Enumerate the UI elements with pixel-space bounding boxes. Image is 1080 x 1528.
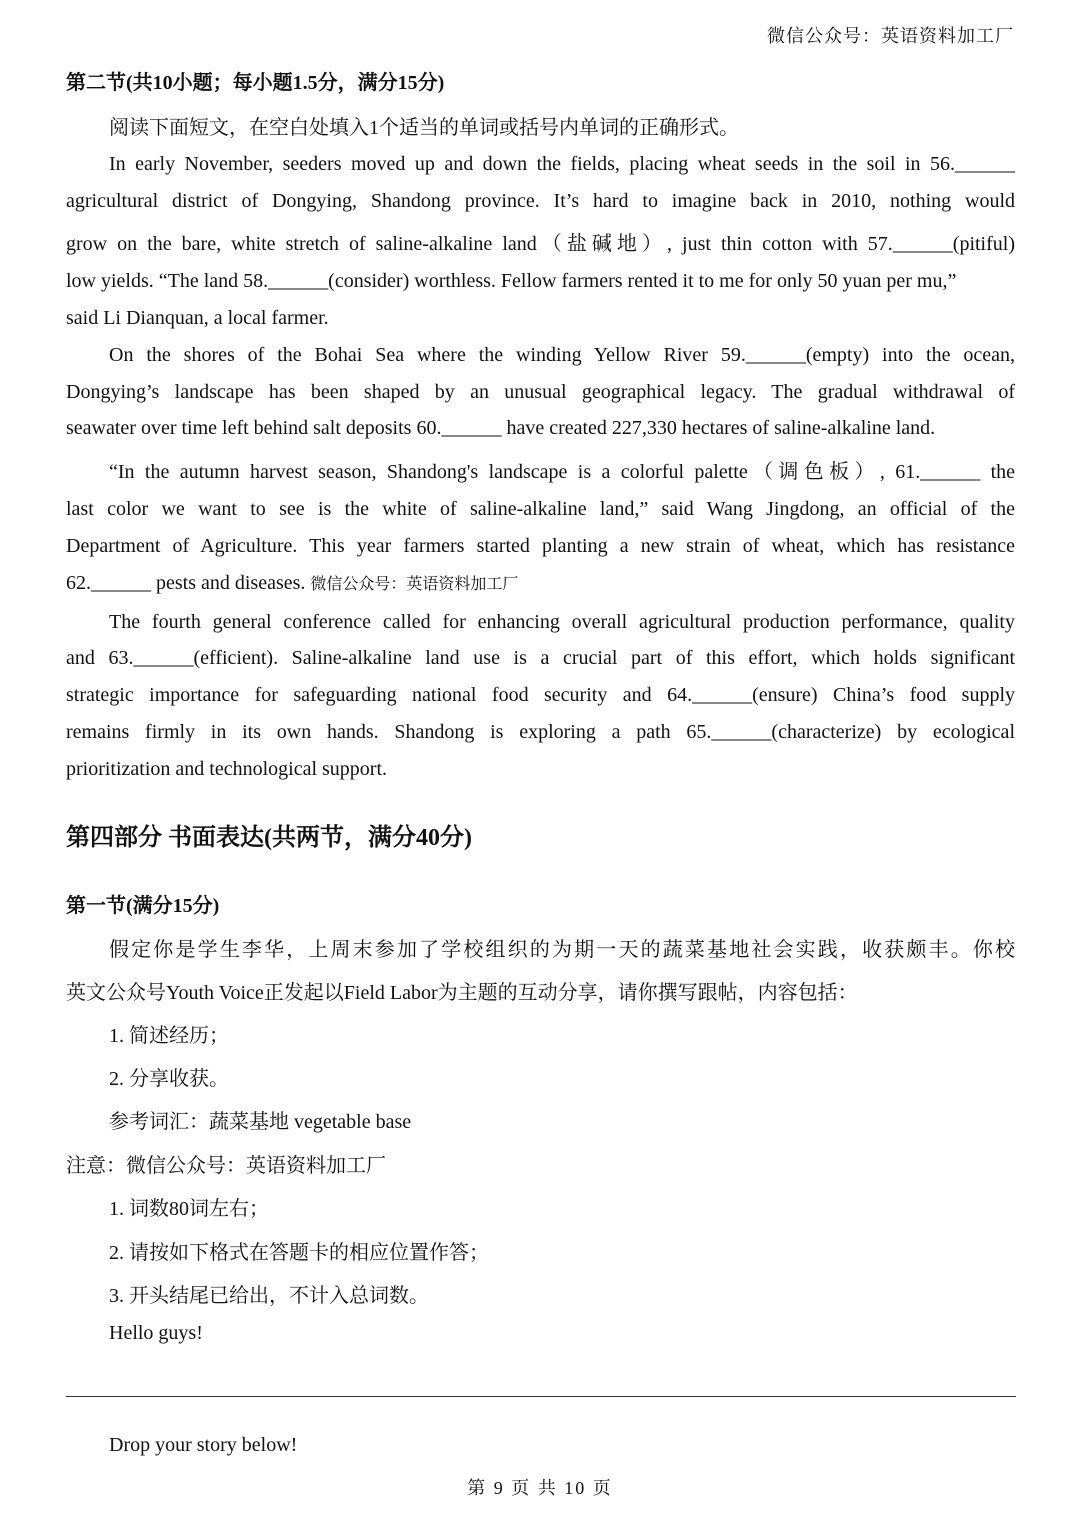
note-item: 3. 开头结尾已给出，不计入总词数。: [109, 1285, 429, 1307]
content-point: 2. 分享收获。: [109, 1068, 229, 1090]
passage-line: strategic importance for safeguarding national food security and 64.______(ensure) China’s food supply: [66, 684, 1015, 706]
passage-line: In early November, seeders moved up and down the fields, placing wheat seeds in the soil in 56.______: [109, 153, 1015, 175]
passage-line: low yields. “The land 58.______(consider) worthless. Fellow farmers rented it to me for only 50 yuan per mu,”: [66, 270, 957, 292]
note-label: 注意：微信公众号：英语资料加工厂: [66, 1155, 386, 1177]
header-watermark: 微信公众号：英语资料加工厂: [767, 26, 1014, 46]
section2-instruction: 阅读下面短文，在空白处填入1个适当的单词或括号内单词的正确形式。: [109, 117, 739, 139]
passage-line: seawater over time left behind salt deposits 60.______ have created 227,330 hectares of saline-alkaline land.: [66, 417, 936, 439]
passage-line: On the shores of the Bohai Sea where the winding Yellow River 59.______(empty) into the ocean,: [109, 344, 1015, 366]
page-number: 第 9 页 共 10 页: [467, 1478, 613, 1498]
passage-line: Department of Agriculture. This year farmers started planting a new strain of wheat, which has resistance: [66, 535, 1015, 557]
passage-line: Dongying’s landscape has been shaped by an unusual geographical legacy. The gradual withdrawal of: [66, 381, 1015, 403]
passage-line: agricultural district of Dongying, Shandong province. It’s hard to imagine back in 2010, nothing would: [66, 190, 1015, 212]
answer-line: [66, 1396, 1016, 1397]
passage-line-with-watermark: [66, 571, 518, 595]
vocab-hint: 参考词汇：蔬菜基地 vegetable base: [109, 1111, 412, 1133]
passage-line: The fourth general conference called for enhancing overall agricultural production performance, quality: [109, 611, 1015, 633]
passage-line: “In the autumn harvest season, Shandong's landscape is a colorful palette（调色板）, 61.______ the: [109, 461, 1015, 483]
passage-line: prioritization and technological support.: [66, 758, 388, 780]
passage-line: said Li Dianquan, a local farmer.: [66, 307, 329, 329]
passage-line: grow on the bare, white stretch of saline-alkaline land（盐碱地）, just thin cotton with 57.______(pitiful): [66, 233, 1015, 255]
passage-line: last color we want to see is the white of saline-alkaline land,” said Wang Jingdong, an official of the: [66, 498, 1015, 520]
prompt-line: 英文公众号Youth Voice正发起以Field Labor为主题的互动分享，请你撰写跟帖，内容包括：: [66, 982, 858, 1004]
section2-title: 第二节(共10小题；每小题1.5分，满分15分): [66, 72, 445, 94]
prompt-line: 假定你是学生李华，上周末参加了学校组织的为期一天的蔬菜基地社会实践，收获颇丰。你校: [109, 939, 1015, 961]
content-point: 1. 简述经历；: [109, 1025, 229, 1047]
note-item: 1. 词数80词左右；: [109, 1198, 269, 1220]
passage-line: and 63.______(efficient). Saline-alkaline land use is a crucial part of this effort, which holds significant: [66, 647, 1015, 669]
part4-title: 第四部分 书面表达(共两节，满分40分): [66, 825, 472, 851]
passage-line: 62.______ pests and diseases.: [66, 572, 306, 594]
passage-line: remains firmly in its own hands. Shandong is exploring a path 65.______(characterize) by ecological: [66, 721, 1015, 743]
letter-closing: Drop your story below!: [109, 1434, 298, 1456]
part4-section1-title: 第一节(满分15分): [66, 895, 220, 917]
note-item: 2. 请按如下格式在答题卡的相应位置作答；: [109, 1242, 489, 1264]
inline-watermark: 微信公众号：英语资料加工厂: [310, 576, 519, 593]
letter-opening: Hello guys!: [109, 1322, 203, 1344]
